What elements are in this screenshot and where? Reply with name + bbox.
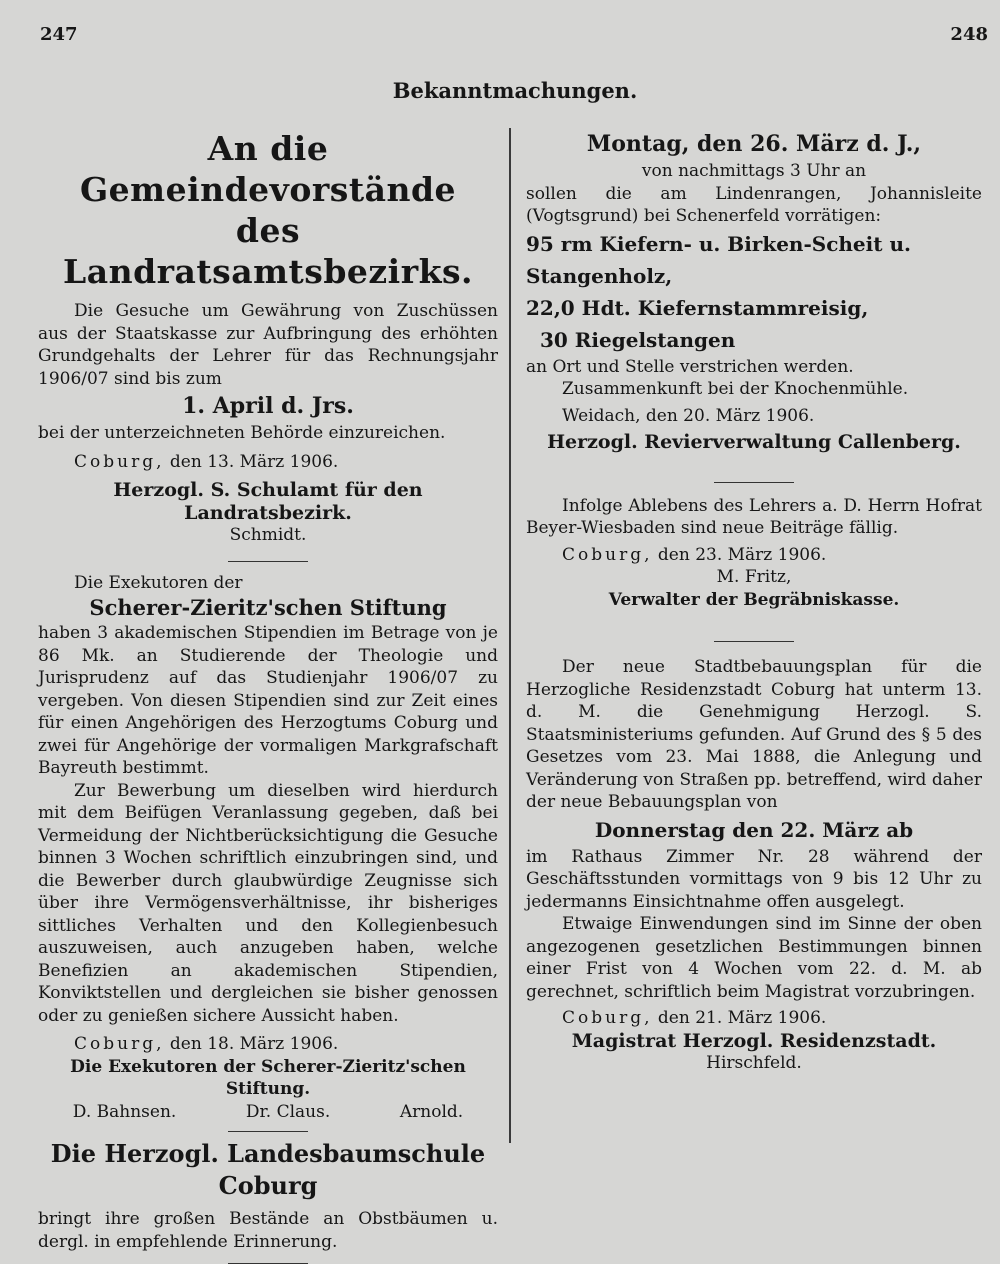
notice-signature: Die Exekutoren der Scherer-Zieritz'schen Stiftung.	[70, 1056, 466, 1099]
notice-body: bringt ihre großen Bestände an Obstbäumen u. dergl. in empfehlende Erinnerung.	[38, 1209, 498, 1252]
notice-separator	[228, 1131, 308, 1132]
notice-deadline: 1. April d. Jrs.	[182, 393, 354, 419]
notice-body: Etwaige Einwendungen sind im Sinne der oben angezogenen gesetzlichen Bestimmungen binnen einer Frist von 4 Wochen vom 22. d. M. ab gerechnet, schriftlich beim Magistrat vorzubringen.	[526, 914, 982, 1002]
notice-separator	[714, 641, 794, 642]
notice-signer: Schmidt.	[229, 525, 307, 545]
notice-dateline: Coburg, den 21. März 1906.	[562, 1008, 827, 1028]
right-column	[526, 128, 982, 1075]
auction-date: Montag, den 26. März d. J.,	[586, 131, 922, 157]
notice-intro: Die Exekutoren der	[74, 572, 243, 593]
notice-signature: Verwalter der Begräbniskasse.	[608, 589, 900, 610]
notice-signature: Herzogl. S. Schulamt für den Landratsbezirk.	[113, 479, 423, 524]
notice-signers	[38, 1101, 498, 1124]
notice-bebauungsplan	[526, 656, 982, 1075]
auction-item: 30 Riegelstangen	[540, 327, 736, 352]
notice-foundation-name: Scherer-Zieritz'schen Stiftung	[89, 595, 447, 620]
notice-dateline: Coburg, den 18. März 1906.	[74, 1034, 339, 1054]
notice-holzverkauf	[526, 128, 982, 454]
notice-title-line2: des Landratsamtsbezirks.	[62, 211, 474, 291]
notice-dateline: Weidach, den 20. März 1906.	[562, 405, 815, 426]
notice-body: sollen die am Lindenrangen, Johannisleite (Vogtsgrund) bei Schenerfeld vorrätigen:	[526, 183, 982, 226]
notice-body: Der neue Stadtbebauungsplan für die Herzogliche Residenzstadt Coburg hat unterm 13. d. M. die Genehmigung Herzogl. S. Staatsministeriums gefunden. Auf Grund des § 5 des Gesetzes vom 23. Mai 1888, die Anlegung und Veränderung von Straßen pp. betreffend, wird daher der neue Bebauungsplan von	[526, 657, 982, 812]
page-number-right: 248	[950, 24, 988, 45]
notice-meeting: Zusammenkunft bei der Knochenmühle.	[562, 379, 909, 399]
signer-name: Arnold.	[399, 1101, 464, 1122]
notice-dateline: Coburg, den 23. März 1906.	[562, 544, 827, 565]
notice-stiftung	[38, 572, 498, 1124]
notice-gemeindevorstaende	[38, 128, 498, 547]
notice-begraebniskasse	[526, 495, 982, 612]
notice-body-end: bei der unterzeichneten Behörde einzureichen.	[38, 423, 446, 443]
notice-separator	[714, 482, 794, 483]
notice-para: haben 3 akademischen Stipendien im Betrage von je 86 Mk. an Studierende der Theologie und Jurisprudenz auf das Studienjahr 1906/07 zu vergeben. Von diesen Stipendien sind zur Zeit eines für einen Angehörigen des Herzogtums Coburg und zwei für Angehörige der vormaligen Markgrafschaft Bayreuth bestimmt.	[38, 623, 498, 778]
column-divider	[509, 128, 511, 1143]
left-column	[38, 128, 498, 1264]
notice-body-end: an Ort und Stelle verstrichen werden.	[526, 356, 854, 377]
page-number-left: 247	[40, 24, 78, 45]
section-header: Bekanntmachungen.	[392, 78, 638, 103]
signer-name: D. Bahnsen.	[72, 1101, 177, 1122]
auction-item: 22,0 Hdt. Kiefernstammreisig,	[526, 295, 869, 320]
notice-separator	[228, 561, 308, 562]
notice-title: Die Herzogl. Landesbaumschule Coburg	[50, 1139, 486, 1200]
notice-para: Zur Bewerbung um dieselben wird hierdurch mit dem Beifügen Veranlassung gegeben, daß bei Vermeidung der Nichtberücksichtigung die Gesuche binnen 3 Wochen schriftlich einzubringen sind, und die Bewerber durch glaubwürdige Zeugnisse sich über ihre Vermögensverhältnisse, ihr bisheriges sittliches Verhalten und den Kollegienbesuch auszuweisen, auch anzugeben haben, welche Benefizien an akademischen Stipendien, Konviktstellen und dergleichen sie bisher genossen oder zu genießen sichere Aussicht haben.	[38, 780, 498, 1026]
notice-title-line1: An die Gemeindevorstände	[79, 129, 457, 209]
notice-body: Die Gesuche um Gewährung von Zuschüssen aus der Staatskasse zur Aufbringung des erhöhten Grundgehalts der Lehrer für das Rechnungsjahr 1906/07 sind bis zum	[38, 301, 498, 389]
notice-signature: Herzogl. Revierverwaltung Callenberg.	[547, 431, 961, 453]
signer-name: Dr. Claus.	[245, 1101, 331, 1122]
notice-signer: Hirschfeld.	[706, 1053, 802, 1073]
notice-signature: Magistrat Herzogl. Residenzstadt.	[571, 1029, 937, 1052]
notice-signer: M. Fritz,	[716, 567, 792, 587]
notice-body: Infolge Ablebens des Lehrers a. D. Herrn Hofrat Beyer-Wiesbaden sind neue Beiträge fällig.	[526, 495, 982, 538]
auction-item: 95 rm Kiefern- u. Birken-Scheit u. Stangenholz,	[526, 231, 911, 288]
auction-time: von nachmittags 3 Uhr an	[641, 161, 867, 181]
notice-landesbaumschule	[38, 1138, 498, 1253]
notice-body: im Rathaus Zimmer Nr. 28 während der Geschäftsstunden vormittags von 9 bis 12 Uhr zu jedermanns Einsichtnahme offen ausgelegt.	[526, 846, 982, 912]
notice-dateline: Coburg, den 13. März 1906.	[74, 451, 339, 472]
notice-date-highlight: Donnerstag den 22. März ab	[594, 817, 914, 842]
